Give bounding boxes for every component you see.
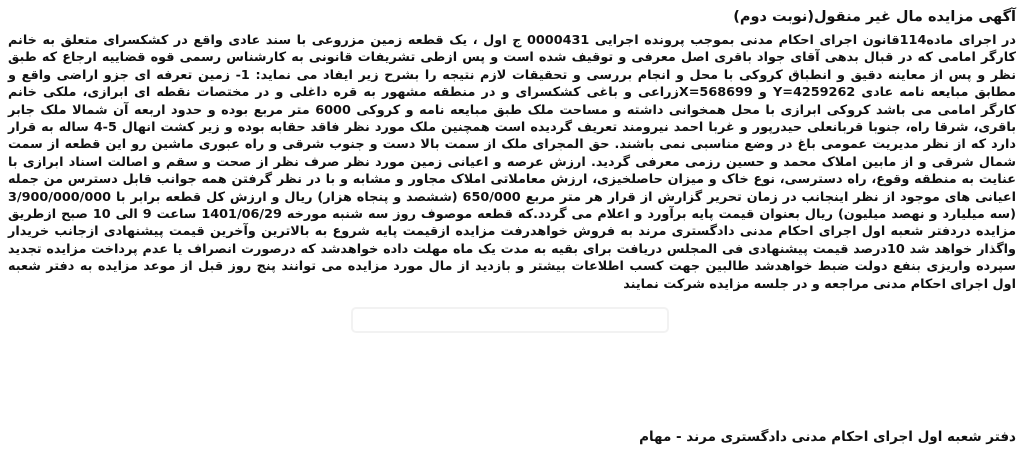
notice-title: آگهی مزایده مال غیر منقول(نوبت دوم) — [733, 9, 1016, 25]
notice-footer: دفتر شعبه اول اجرای احکام مدنی دادگستری مرند - مهام — [639, 429, 1016, 445]
notice-body: در اجرای ماده114قانون اجرای احکام مدنی بموجب پرونده اجرایی 0000431 ج اول ، یک قطعه زمین مزروعی با سند عادی واقع در کشکسرای متعلق به خانم کارگر امامی که در قبال بدهی آقای جواد باقری اصل معرفی و توقیف شده است و پس ازطی تشریفات قانونی به کارشناس رسمی قوه قضاییه ارجاع که طبق نظر و پس از معاینه دقیق و انطباق کروکی با محل و انجام بررسی و تحقیقات لازم نتیجه را بشرح زیر ایفاد می نماید: 1- زمین تعرفه ای جزو اراضی واقع و مطابق مبایعه نامه عادی Y=4259262 و X=568699زراعی و باغی کشکسرای و در منطقه مشهور به قره داغلی و در مختصات نقطه ای ابرازی، ملکی خانم کارگر امامی می باشد کروکی ابرازی با محل همخوانی داشته و مساحت ملک طبق مبایعه نامه و کروکی 6000 متر مربع بوده و حدود اربعه آن شمالا ملک جابر باقری، شرقا راه، جنوبا قربانعلی حیدرپور و غربا احمد نیرومند تعریف گردیده است همچنین ملک مورد نظر فاقد حقابه بوده و زیر کشت انهال 5-4 ساله به قرار دارد که از نظر مدیریت عمومی باغ در وضع مناسبی نمی باشند. حق المجرای ملک از سمت بالا دست و جنوب شرقی و راه عبوری ماشین رو این قطعه از سمت شمال شرقی و از مابین املاک محمد و حسین رزمی معرفی گردید. ارزش عرصه و اعیانی زمین مورد نظر صرف نظر از صحت و سقم و اصالت اسناد ابرازی با عنایت به منطقه وقوع، راه دسترسی، نوع خاک و میزان حاصلخیزی، ارزش معاملاتی املاک مجاور و مشابه و با در نظر گرفتن همه جوانب قابل دسترس من جمله اعیانی های موجود از نظر اینجانب در زمان تحریر گزارش از قرار هر متر مربع 650/000 (ششصد و پنجاه هزار) ریال و ارزش کل قطعه برابر با 3/900/000/000 (سه میلیارد و نهصد میلیون) ریال بعنوان قیمت پایه برآورد و اعلام می گردد.که قطعه موصوف روز سه شنبه مورخه 1401/06/29 ساعت 9 الی 10 صبح ازطریق مزایده دردفتر شعبه اول اجرای احکام مدنی دادگستری مرند به فروش خواهدرفت مزایده ازقیمت پایه شروع به بالاترین وآخرین قیمت پیشنهادی ازجانب خریدار واگذار خواهد شد 10درصد قیمت پیشنهادی فی المجلس دریافت برای بقیه به مدت یک ماه مهلت داده خواهدشد که درصورت انصراف یا عدم پرداخت مزایده تجدید سپرده واریزی بنفع دولت ضبط خواهدشد طالبین جهت کسب اطلاعات بیشتر و بازدید از مال مورد مزایده می توانند پنج روز قبل از موعد مزایده به دفتر شعبه اول اجرای احکام مدنی مراجعه و در جلسه مزایده شرکت نمایند — [8, 33, 1017, 292]
